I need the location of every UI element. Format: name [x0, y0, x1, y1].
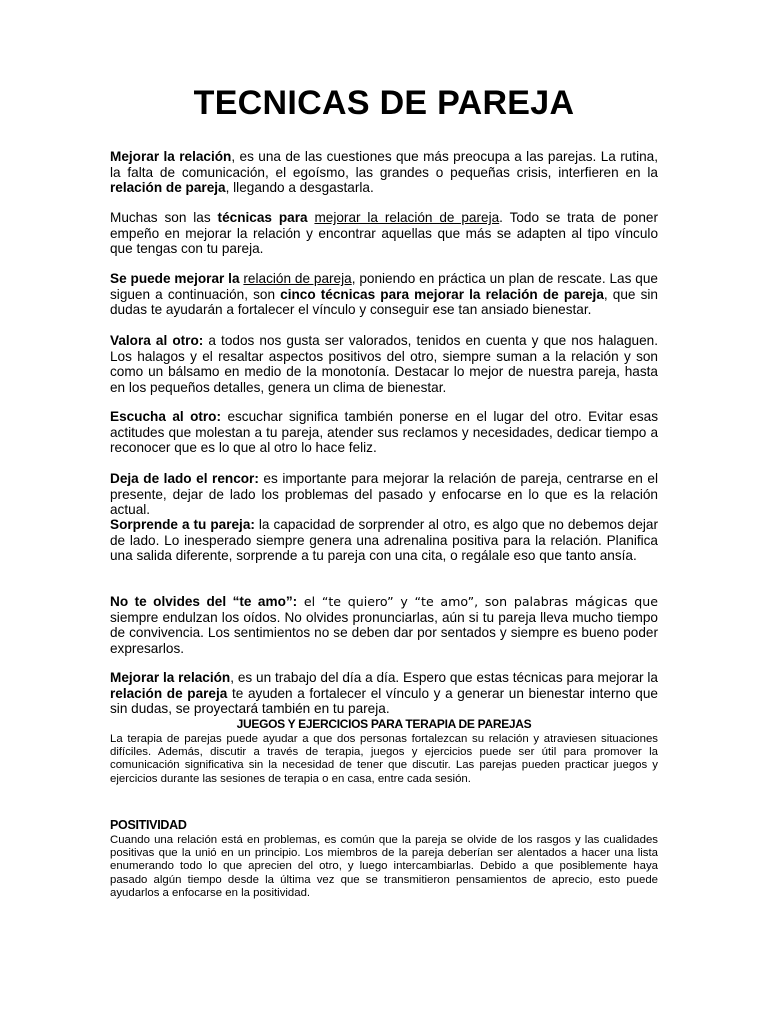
- bold-text: Se puede mejorar la: [110, 271, 240, 286]
- underlined-link-text: relación de pareja: [243, 271, 352, 286]
- paragraph-sorprende: Sorprende a tu pareja: la capacidad de sorprender al otro, es algo que no debemos dejar de lado. Lo inesperado siempre genera una adrenalina positiva para la relación. Planifica una salida diferente, sorprende a tu pareja con una cita, o regálale eso que tanto ansía.: [110, 517, 658, 563]
- bold-text: No te olvides del “te amo”:: [110, 594, 298, 609]
- bold-text: Valora al otro:: [110, 333, 204, 348]
- paragraph-conclusion: Mejorar la relación, es un trabajo del día a día. Espero que estas técnicas para mejorar la relación de pareja te ayuden a fortalecer el vínculo y a generar un bienestar interno que sin dudas, se proyectará también en tu pareja.: [110, 670, 658, 716]
- bold-text: Mejorar la relación: [110, 670, 231, 685]
- paragraph-rescue-plan: Se puede mejorar la relación de pareja, poniendo en práctica un plan de rescate. Las que siguen a continuación, son cinco técnicas para mejorar la relación de pareja, que sin dudas te ayudarán a fortalecer el vínculo y conseguir ese tan ansiado bienestar.: [110, 271, 658, 317]
- bold-text: Sorprende a tu pareja:: [110, 517, 255, 532]
- paragraph-escucha: Escucha al otro: escuchar significa también ponerse en el lugar del otro. Evitar esas actitudes que molestan a tu pareja, atender sus reclamos y necesidades, dedicar tiempo a reconocer que es lo que al otro lo hace feliz.: [110, 409, 658, 455]
- paragraph-intro: Mejorar la relación, es una de las cuestiones que más preocupa a las parejas. La rutina, la falta de comunicación, el egoísmo, las grandes o pequeñas crisis, interfieren en la relación de pareja, llegando a desgastarla.: [110, 149, 658, 195]
- underlined-link-text: mejorar la relación de pareja: [314, 210, 500, 225]
- bold-text: técnicas para: [217, 210, 308, 225]
- bold-text: relación de pareja: [110, 180, 226, 195]
- paragraph-te-amo: No te olvides del “te amo”: el “te quiero” y “te amo”, son palabras mágicas que siempre endulzan los oídos. No olvides pronunciarlas, aún si tu pareja lleva mucho tiempo de convivencia. Los sentimientos no se deben dar por sentados y siempre es bueno poder expresarlos.: [110, 594, 658, 656]
- bold-text: Mejorar la relación: [110, 149, 232, 164]
- document-title: TECNICAS DE PAREJA: [193, 84, 575, 122]
- section-heading-positividad: POSITIVIDAD: [110, 818, 187, 832]
- bold-text: relación de pareja: [110, 685, 228, 701]
- paragraph-techniques: Muchas son las técnicas para mejorar la relación de pareja. Todo se trata de poner empeño en mejorar la relación y encontrar aquellas que más se adapten al tipo vínculo que tengas con tu pareja.: [110, 210, 659, 256]
- paragraph-terapia: La terapia de parejas puede ayudar a que dos personas fortalezcan su relación y atraviesen situaciones difíciles. Además, discutir a través de terapia, juegos y ejercicios puede ser útil para promover la comunicación significativa sin la necesidad de tener que discutir. Las parejas pueden practicar juegos y ejercicios durante las sesiones de terapia o en casa, entre cada sesión.: [110, 733, 658, 785]
- bold-text: Deja de lado el rencor:: [110, 471, 259, 486]
- bold-text: cinco técnicas para mejorar la relación de pareja: [280, 286, 604, 302]
- paragraph-valora: Valora al otro: a todos nos gusta ser valorados, tenidos en cuenta y que nos halaguen. Los halagos y el resaltar aspectos positivos del otro, siempre suman a la relación y son como un bálsamo en medio de la monotonía. Destacar lo mejor de nuestra pareja, hasta en los pequeños detalles, genera un clima de bienestar.: [110, 333, 658, 395]
- paragraph-positividad: Cuando una relación está en problemas, es común que la pareja se olvide de los rasgos y las cualidades positivas que la unió en un principio. Los miembros de la pareja deberían ser alentados a hacer una lista enumerando todo lo que aprecien del otro, y luego intercambiarlas. Debido a que posiblemente haya pasado algún tiempo desde la última vez que se transmitieron pensamientos de aprecio, esto puede ayudarlos a enfocarse en la positividad.: [110, 834, 658, 899]
- paragraph-rencor: Deja de lado el rencor: es importante para mejorar la relación de pareja, centrarse en el presente, dejar de lado los problemas del pasado y enfocarse en lo que es la relación actual.: [110, 471, 658, 517]
- section-heading-juegos: JUEGOS Y EJERCICIOS PARA TERAPIA DE PAREJAS: [236, 717, 532, 731]
- bold-text: Escucha al otro:: [110, 409, 222, 424]
